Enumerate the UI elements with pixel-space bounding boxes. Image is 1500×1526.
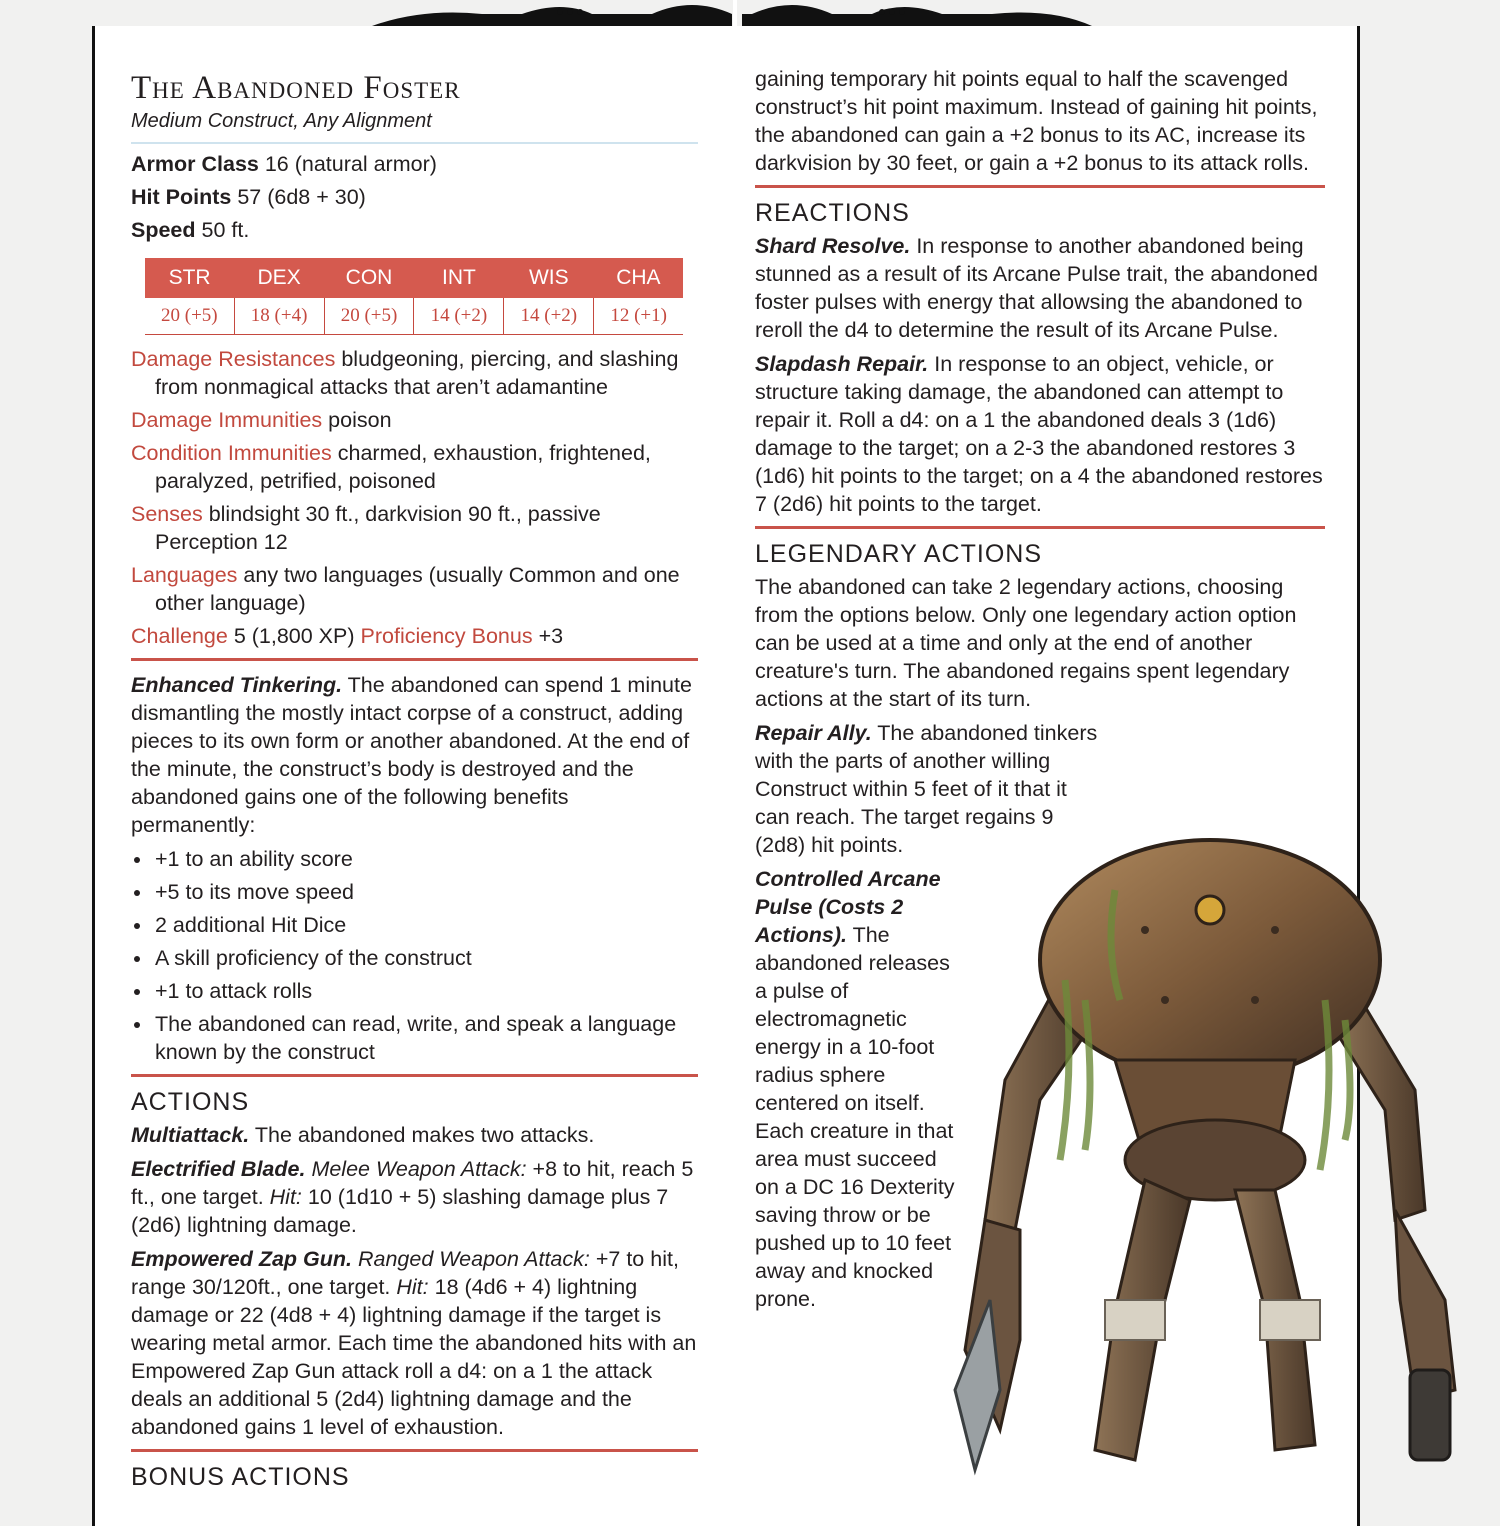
condition-immunities: Condition Immunities charmed, exhaustion, frightened, paralyzed, petrified, poisoned <box>131 441 651 493</box>
action-multiattack: Multiattack. The abandoned makes two attacks. <box>131 1123 595 1147</box>
divider <box>131 658 698 661</box>
ability-header: INT <box>414 258 504 298</box>
list-item: • 2 additional Hit Dice <box>153 911 698 939</box>
monster-type: Medium Construct, Any Alignment <box>131 110 432 132</box>
list-item: • +1 to an ability score <box>153 845 698 873</box>
divider <box>131 142 698 144</box>
list-item: • +5 to its move speed <box>153 878 698 906</box>
ability-header: CHA <box>594 258 683 298</box>
divider <box>755 526 1325 529</box>
ability-value: 12 (+1) <box>594 298 683 335</box>
ability-value: 20 (+5) <box>324 298 414 335</box>
list-item: • A skill proficiency of the construct <box>153 944 698 972</box>
reaction-slapdash-repair: Slapdash Repair. In response to an object, vehicle, or structure taking damage, the abandoned can attempt to repair it. Roll a d4: on a 1 the abandoned deals 3 (1d6) damage to the target; on a 2-3 the abandoned restores 3 (1d6) hit points to the target; on a 4 the abandoned restores 7 (2d6) hit points to the target. <box>755 352 1323 516</box>
trait-continued-text: gaining temporary hit points equal to half the scavenged construct’s hit point maximum. Instead of gaining hit points, the abandoned can gain a +2 bonus to its AC, increase its darkvision by 30 feet, or gain a +2 bonus to its attack rolls. <box>755 67 1318 175</box>
legendary-controlled-arcane-pulse: Controlled Arcane Pulse (Costs 2 Actions). The abandoned releases a pulse of electromagnetic energy in a 10-foot radius sphere centered on itself. Each creature in that area must succeed on a DC 16 Dexterity saving throw or be pushed up to 10 feet away and knocked prone. <box>755 867 955 1311</box>
list-item: • +1 to attack rolls <box>153 977 698 1005</box>
speed: Speed 50 ft. <box>131 218 250 242</box>
list-item: • The abandoned can read, write, and speak a language known by the construct <box>153 1010 698 1066</box>
benefits-list <box>131 845 698 1066</box>
divider <box>131 1074 698 1077</box>
senses: Senses blindsight 30 ft., darkvision 90 ft., passive Perception 12 <box>131 502 601 554</box>
legendary-repair-ally: Repair Ally. The abandoned tinkers with the parts of another willing Construct within 5 feet of it that it can reach. The target regains 9 (2d8) hit points. <box>755 721 1098 857</box>
action-empowered-zap-gun: Empowered Zap Gun. Ranged Weapon Attack: +7 to hit, range 30/120ft., one target. Hit: 18 (4d6 + 4) lightning damage or 22 (4d8 + 4) lightning damage if the target is wearing metal armor. Each time the abandoned hits with an Empowered Zap Gun attack roll a d4: on a 1 the attack deals an additional 5 (2d4) lightning damage and the abandoned gains 1 level of exhaustion. <box>131 1247 697 1439</box>
construct-illustration <box>945 830 1485 1500</box>
ability-scores-table <box>145 258 683 335</box>
reaction-shard-resolve: Shard Resolve. In response to another abandoned being stunned as a result of its Arcane Pulse trait, the abandoned foster pulses with energy that allowsing the abandoned to reroll the d4 to determine the result of its Arcane Pulse. <box>755 234 1318 342</box>
divider <box>131 1449 698 1452</box>
left-column <box>131 68 698 1496</box>
action-electrified-blade: Electrified Blade. Melee Weapon Attack: +8 to hit, reach 5 ft., one target. Hit: 10 (1d10 + 5) slashing damage plus 7 (2d6) lightning damage. <box>131 1157 694 1237</box>
legendary-intro: The abandoned can take 2 legendary actions, choosing from the options below. Only one legendary action option can be used at a time and only at the end of another creature's turn. The abandoned regains spent legendary actions at the start of its turn. <box>755 575 1297 711</box>
languages: Languages any two languages (usually Common and one other language) <box>131 563 680 615</box>
damage-resistances: Damage Resistances bludgeoning, piercing, and slashing from nonmagical attacks that aren’t adamantine <box>131 347 679 399</box>
hit-points: Hit Points 57 (6d8 + 30) <box>131 185 366 209</box>
ability-value: 18 (+4) <box>234 298 324 335</box>
monster-name: The Abandoned Foster <box>131 70 461 106</box>
section-heading-actions: ACTIONS <box>131 1088 250 1116</box>
section-heading-legendary-actions: LEGENDARY ACTIONS <box>755 540 1042 568</box>
ability-header: STR <box>145 258 234 298</box>
ability-header: CON <box>324 258 414 298</box>
divider <box>755 185 1325 188</box>
ability-value: 14 (+2) <box>504 298 594 335</box>
ability-value: 14 (+2) <box>414 298 504 335</box>
ability-value: 20 (+5) <box>145 298 234 335</box>
trait-enhanced-tinkering: Enhanced Tinkering. The abandoned can spend 1 minute dismantling the mostly intact corpse of a construct, adding pieces to its own form or another abandoned. At the end of the minute, the construct’s body is destroyed and the abandoned gains one of the following benefits permanently: <box>131 673 692 837</box>
ability-header: WIS <box>504 258 594 298</box>
challenge: Challenge 5 (1,800 XP) Proficiency Bonus +3 <box>131 624 564 648</box>
ability-header: DEX <box>234 258 324 298</box>
section-heading-bonus-actions: BONUS ACTIONS <box>131 1463 350 1491</box>
armor-class: Armor Class 16 (natural armor) <box>131 152 437 176</box>
section-heading-reactions: REACTIONS <box>755 199 910 227</box>
damage-immunities: Damage Immunities poison <box>131 408 392 432</box>
